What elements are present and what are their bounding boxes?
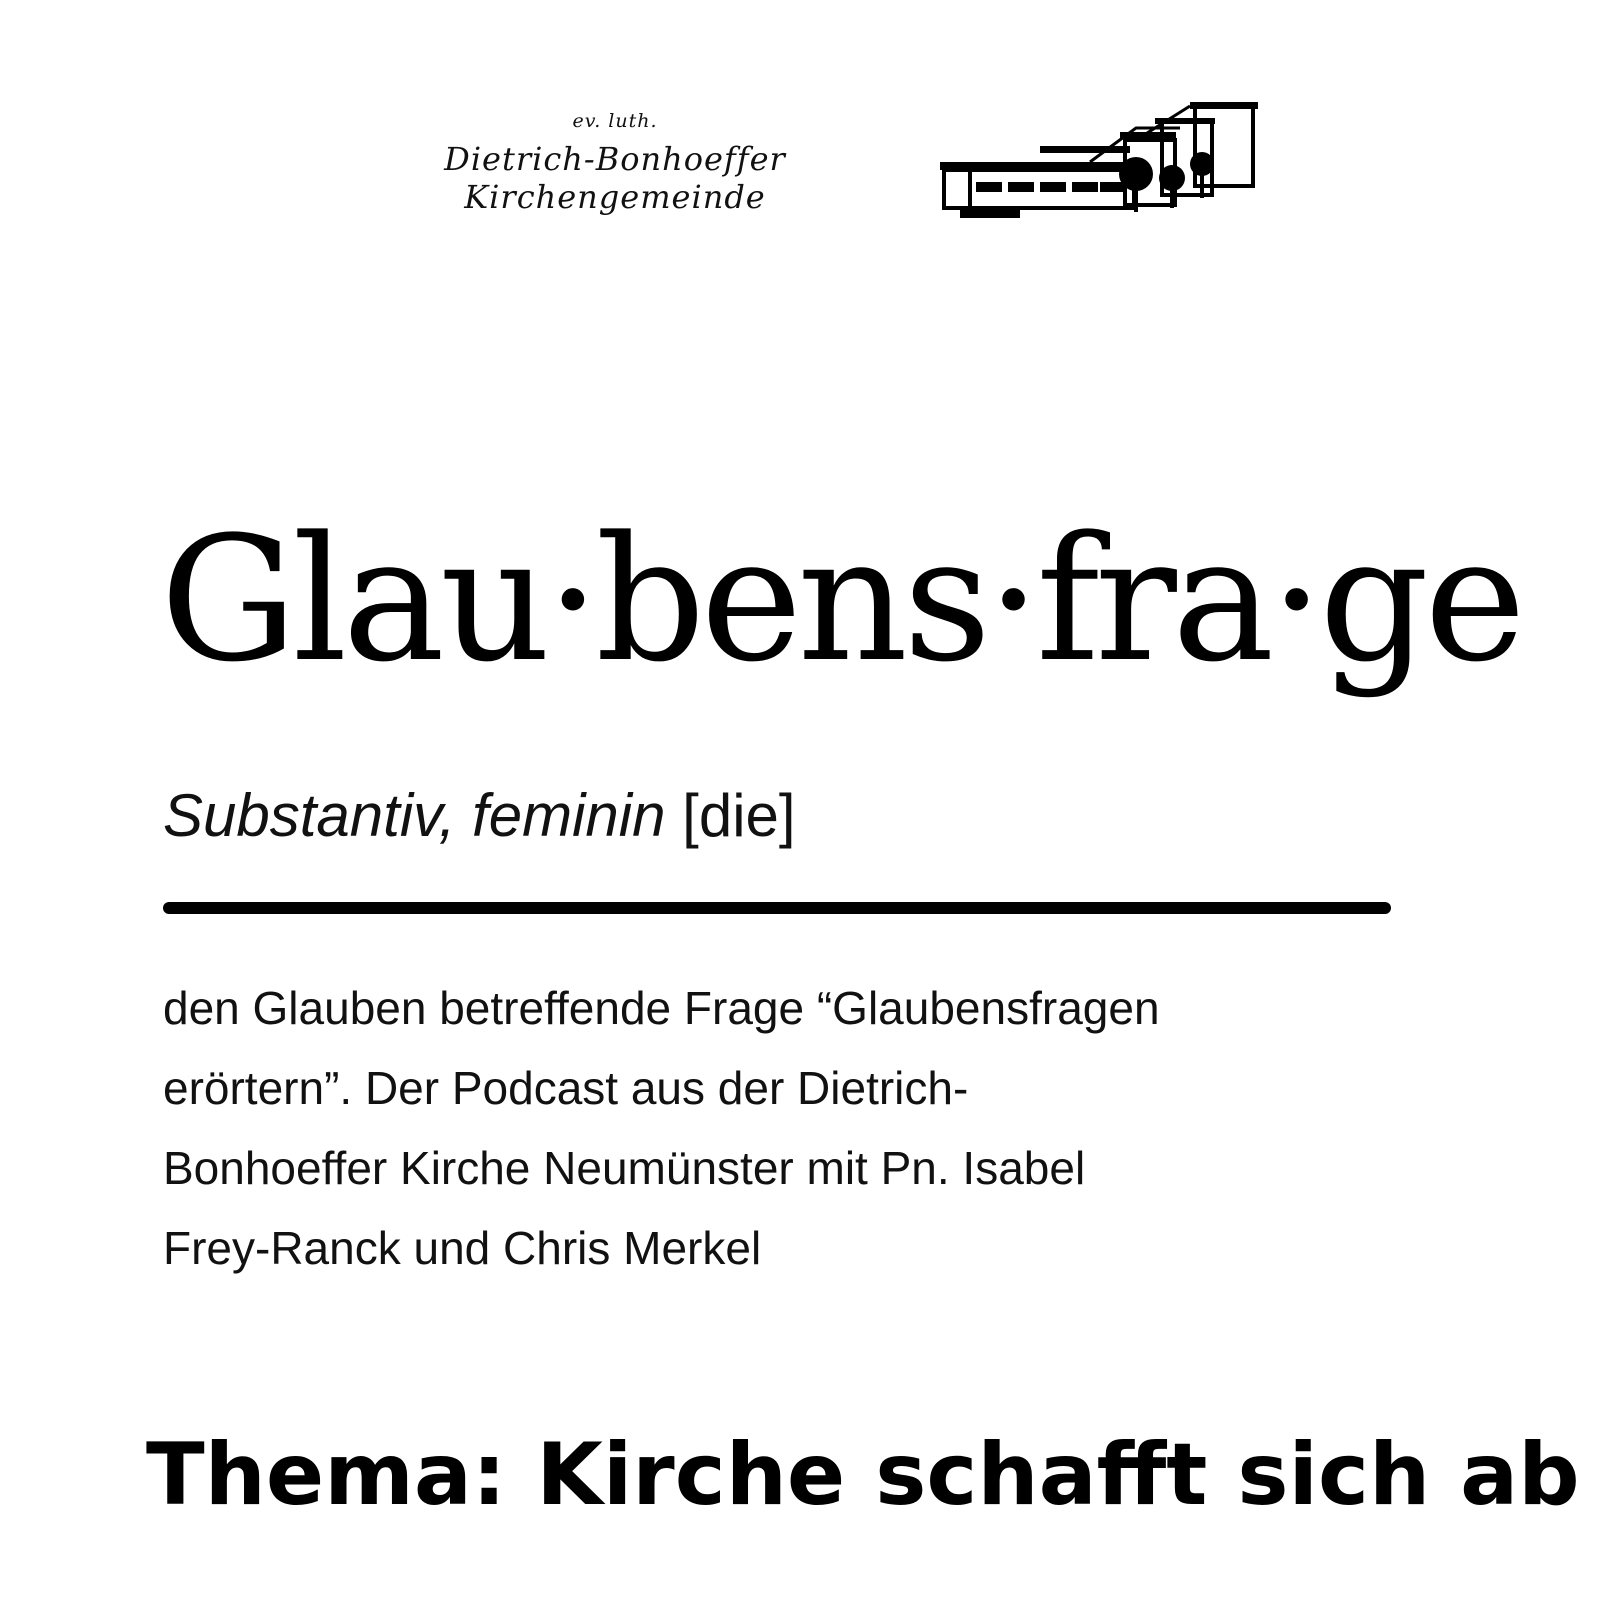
definition-line: den Glauben betreffende Frage “Glaubensfragen: [163, 982, 1160, 1034]
logo-prefix: ev. luth.: [572, 110, 658, 132]
definition-line: Frey-Ranck und Chris Merkel: [163, 1222, 762, 1274]
church-building-with-trees-icon: [940, 100, 1270, 225]
article: [die]: [682, 782, 796, 849]
part-of-speech: Substantiv, feminin: [163, 782, 666, 849]
divider-line: [163, 902, 1391, 914]
logo-name-line2: Kirchengemeinde: [464, 178, 766, 216]
definition-line: erörtern”. Der Podcast aus der Dietrich-: [163, 1062, 969, 1114]
logo-name-line1: Dietrich-Bonhoeffer: [444, 140, 786, 178]
church-logo-text: [350, 108, 880, 216]
definition-text: [163, 968, 1423, 1288]
grammar-info: [163, 780, 796, 852]
dictionary-headword: Glau·bens·fra·ge: [160, 499, 1522, 700]
episode-topic: Thema: Kirche schafft sich ab: [146, 1425, 1580, 1525]
definition-line: Bonhoeffer Kirche Neumünster mit Pn. Isabel: [163, 1142, 1086, 1194]
